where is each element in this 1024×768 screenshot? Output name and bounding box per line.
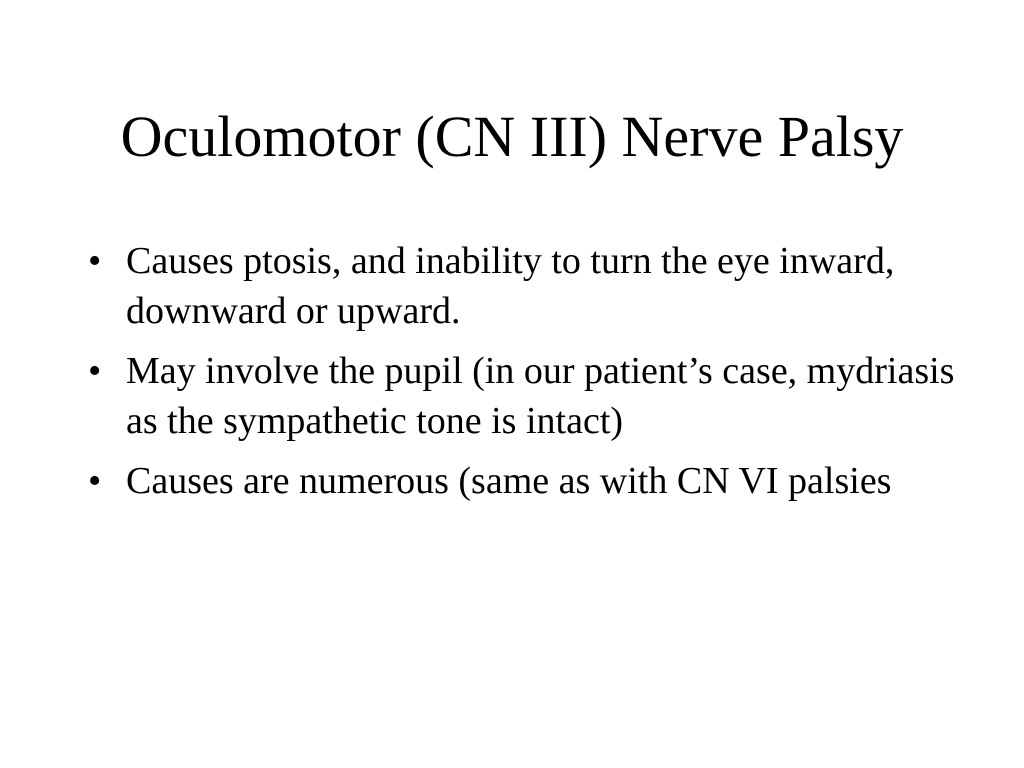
bullet-text: May involve the pupil (in our patient’s case, mydriasis as the sympathetic tone is intact) bbox=[126, 350, 955, 442]
bullet-text: Causes are numerous (same as with CN VI palsies bbox=[126, 460, 892, 502]
bullet-item bbox=[88, 456, 968, 506]
bullet-icon: • bbox=[88, 350, 102, 392]
slide-title: Oculomotor (CN III) Nerve Palsy bbox=[120, 104, 904, 169]
bullet-item bbox=[88, 346, 968, 446]
bullet-icon: • bbox=[88, 240, 102, 282]
bullet-item bbox=[88, 236, 968, 336]
bullet-list bbox=[88, 236, 968, 516]
bullet-icon: • bbox=[88, 460, 102, 502]
bullet-text: Causes ptosis, and inability to turn the eye inward, downward or upward. bbox=[126, 240, 895, 332]
